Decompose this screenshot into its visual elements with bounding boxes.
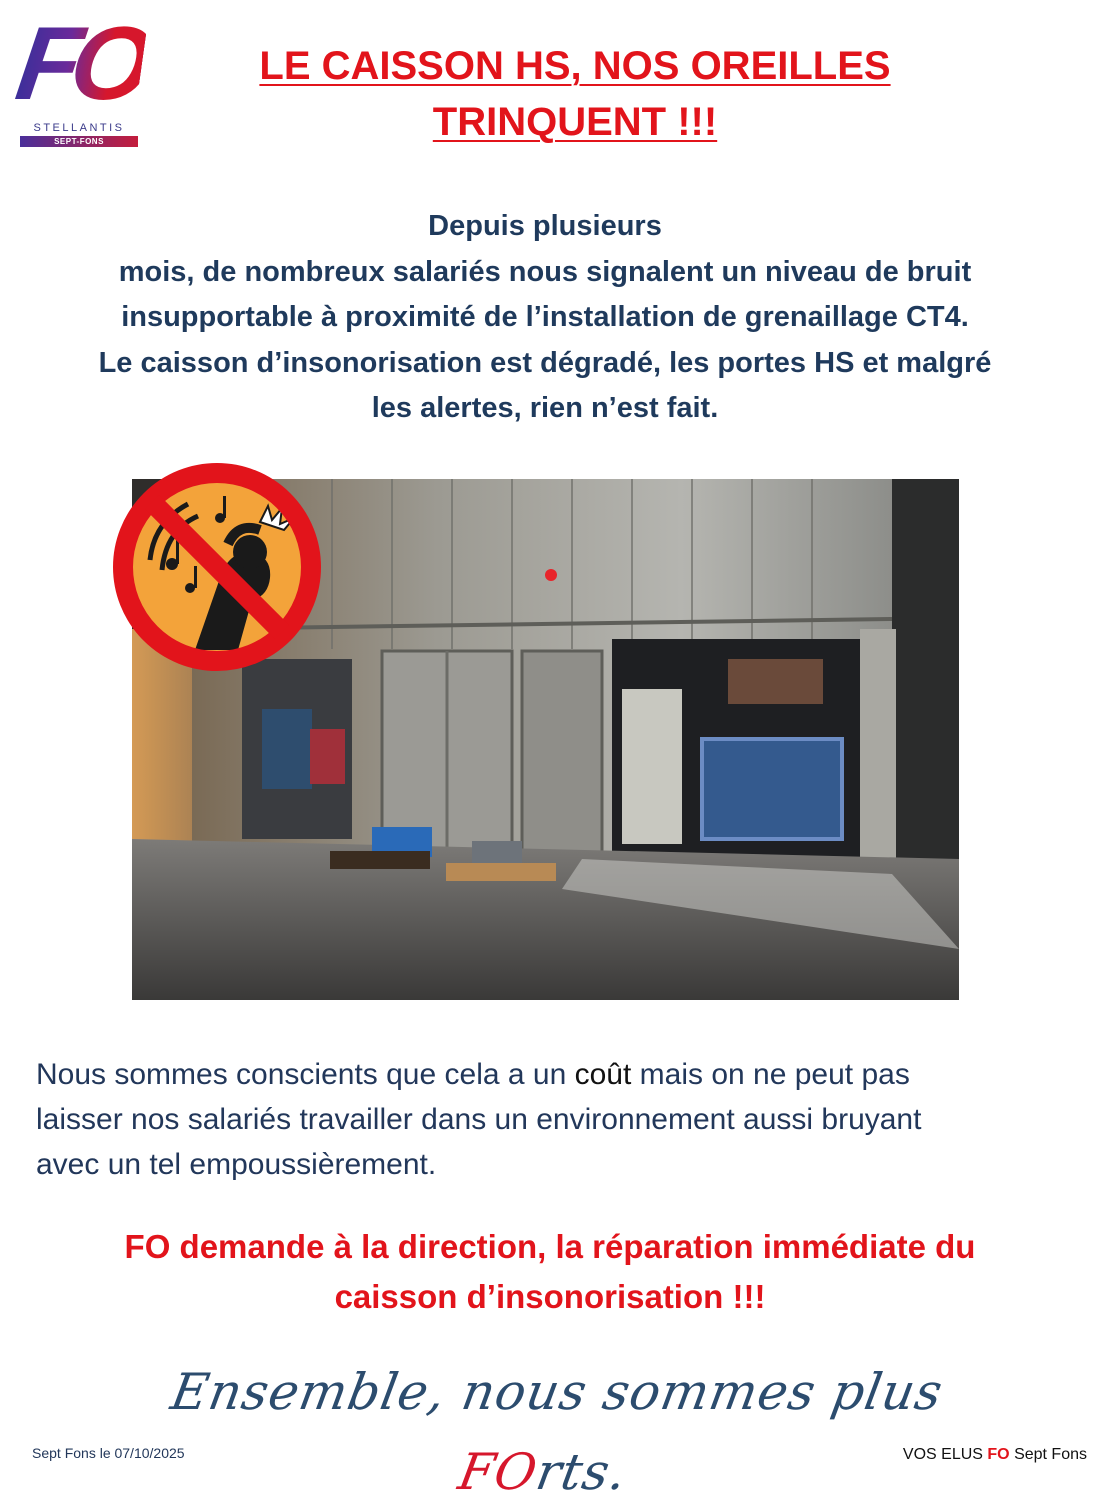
intro-line-3: insupportable à proximité de l’installation de grenaillage CT4. <box>121 301 969 333</box>
logo-letters: FO <box>9 6 151 122</box>
logo-brand: STELLANTIS <box>33 122 125 134</box>
intro-line-4: Le caisson d’insonorisation est dégradé, les portes HS et malgré <box>98 346 992 379</box>
body-line-2: laisser nos salariés travailler dans un environnement aussi bruyant <box>36 1103 922 1136</box>
footer-date: Sept Fons le 07/10/2025 <box>32 1445 185 1461</box>
slogan-end: rts. <box>531 1443 632 1501</box>
body-paragraph <box>36 1052 1076 1187</box>
footer-signature <box>903 1446 1087 1464</box>
intro-line-1: Depuis plusieurs <box>428 210 662 242</box>
page-title <box>200 38 950 150</box>
body-cost-word: coût <box>574 1058 632 1091</box>
demand-line-1: FO demande à la direction, la réparation immédiate du <box>124 1228 976 1265</box>
fo-demand <box>40 1222 1060 1322</box>
signature-end: Sept Fons <box>1009 1446 1087 1463</box>
intro-line-5: les alertes, rien n’est fait. <box>371 392 719 424</box>
title-line-2: TRINQUENT !!! <box>432 100 718 144</box>
logo-site: SEPT-FONS <box>20 136 138 147</box>
slogan-fo: FO <box>454 1443 543 1501</box>
body-line-1-start: Nous sommes conscients que cela a un <box>36 1058 575 1091</box>
fo-stellantis-logo <box>9 6 151 146</box>
intro-line-2: mois, de nombreux salariés nous signalent un niveau de bruit <box>118 255 972 288</box>
signature-fo: FO <box>987 1446 1010 1463</box>
body-line-1-end: mais on ne peut pas <box>631 1058 910 1091</box>
slogan-start: Ensemble, nous sommes plus <box>166 1363 948 1421</box>
body-line-3: avec un tel empoussièrement. <box>36 1148 437 1181</box>
no-noise-prohibition-icon <box>110 460 324 674</box>
title-line-1: LE CAISSON HS, NOS OREILLES <box>259 44 891 88</box>
signature-start: VOS ELUS <box>902 1446 988 1463</box>
intro-paragraph <box>30 204 1060 432</box>
slogan <box>126 1352 974 1512</box>
demand-line-2: caisson d’insonorisation !!! <box>334 1278 766 1315</box>
body-line-1 <box>36 1052 1076 1097</box>
